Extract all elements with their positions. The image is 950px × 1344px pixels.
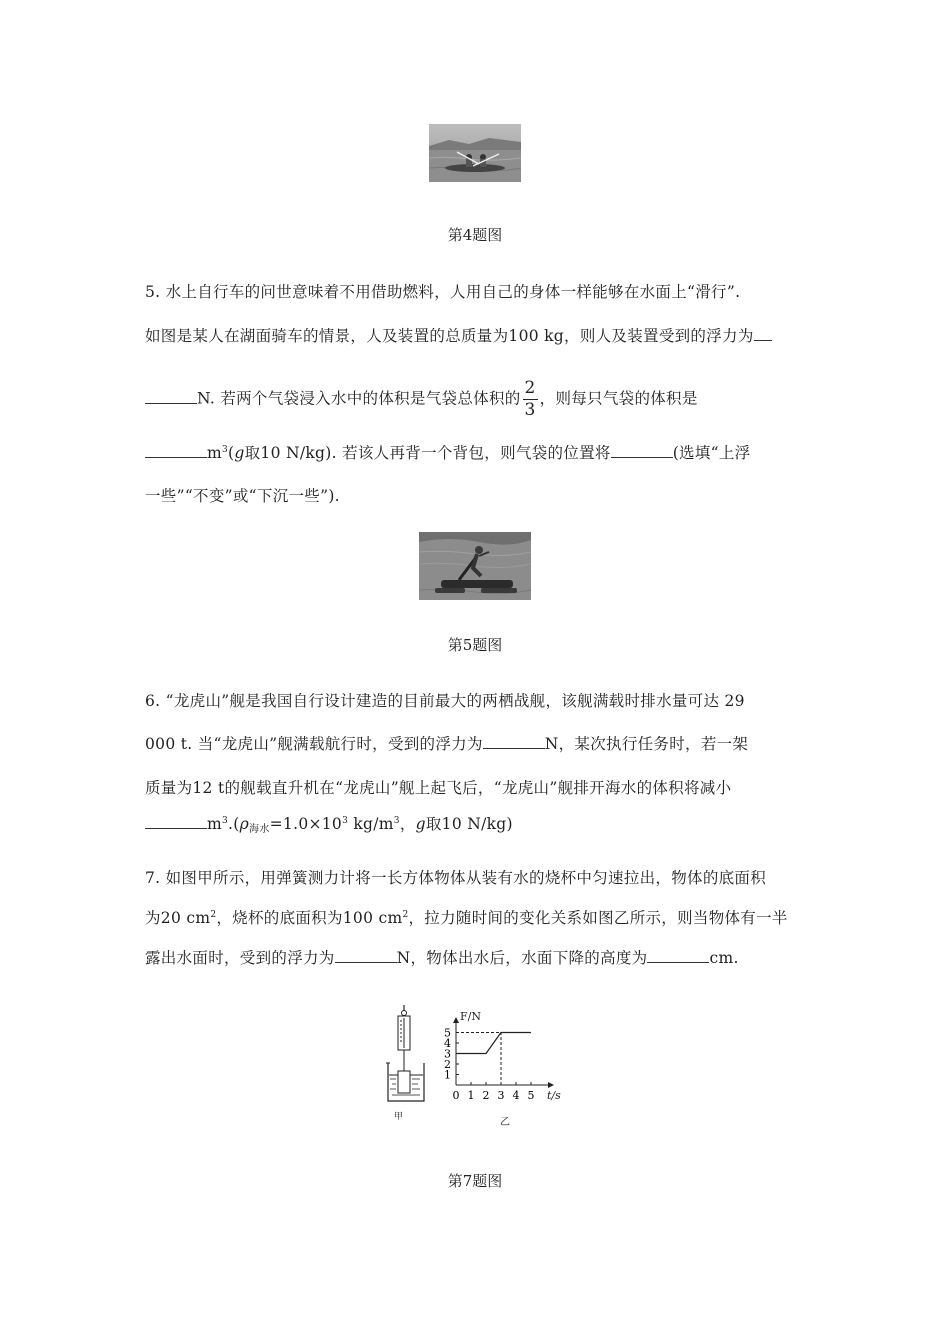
fig5-caption: 第5题图 <box>447 636 503 654</box>
x-tick-label: 2 <box>482 1089 490 1102</box>
x-tick-label: 4 <box>512 1089 520 1102</box>
q7-line3: 露出水面时，受到的浮力为 N，物体出水后，水面下降的高度为 cm. <box>145 949 739 967</box>
y-tick-label: 2 <box>444 1058 451 1071</box>
x-tick-label: 1 <box>467 1089 475 1102</box>
q5-line1: 5. 水上自行车的问世意味着不用借助燃料，人用自己的身体一样能够在水面上“滑行”. <box>145 283 741 301</box>
fig4-caption: 第4题图 <box>447 226 503 244</box>
x-tick-label: 3 <box>497 1089 505 1102</box>
q5-blank-position[interactable] <box>611 443 673 458</box>
y-tick-label: 4 <box>444 1037 451 1050</box>
q6-blank-volume[interactable] <box>145 814 207 829</box>
q6-line1: 6. “龙虎山”舰是我国自行设计建造的目前最大的两栖战舰，该舰满载时排水量可达 29 <box>145 692 745 710</box>
fig7-jia-label: 甲 <box>394 1112 404 1122</box>
q5-line2: 如图是某人在湖面骑车的情景，人及装置的总质量为100 kg，则人及装置受到的浮力为 <box>145 324 772 346</box>
q5-line3: N. 若两个气袋浸入水中的体积是气袋总体积的 $\frac{2}{3}$ ，则每只气袋的体积是 <box>145 380 698 419</box>
q7-line1: 7. 如图甲所示，用弹簧测力计将一长方体物体从装有水的烧杯中匀速拉出，物体的底面积 <box>145 869 767 887</box>
q6-line4: $m^3.(\rho$海水$=1.0\times 10^3$ $kg/m^3$，g取10 N/kg) <box>145 812 513 834</box>
q5-blank-buoyancy[interactable] <box>754 326 772 341</box>
q5-line5: 一些”“不变”或“下沉一些”). <box>145 487 340 505</box>
fig7-yi-label: 乙 <box>500 1117 510 1128</box>
x-tick-label: 0 <box>452 1089 460 1102</box>
q5-blank-volume[interactable] <box>145 443 207 458</box>
fraction-two-thirds: $\frac{2}{3}$ <box>524 378 536 420</box>
x-axis-arrow <box>548 1082 554 1088</box>
q7-blank-buoyancy[interactable] <box>335 948 397 963</box>
q7-blank-height[interactable] <box>647 948 709 963</box>
q6-line3: 质量为12 t的舰载直升机在“龙虎山”舰上起飞后，“龙虎山”舰排开海水的体积将减小 <box>145 779 732 797</box>
q7-line2: 为20 $cm^2$，烧杯的底面积为100 $cm^2$，拉力随时间的变化关系如图乙所示，则当物体有一半 <box>145 909 788 927</box>
q5-blank-buoyancy-cont[interactable] <box>145 389 197 404</box>
q6-line2: 000 t. 当“龙虎山”舰满载航行时，受到的浮力为 N，某次执行任务时，若一架 <box>145 735 749 753</box>
q6-blank-buoyancy[interactable] <box>483 734 545 749</box>
fig5-photo-water-bike <box>419 532 531 600</box>
x-tick-label: 5 <box>527 1089 535 1102</box>
y-tick-label: 1 <box>444 1068 451 1082</box>
y-axis-arrow <box>453 1017 459 1023</box>
fig4-photo-kayak <box>429 124 521 182</box>
y-tick-label: 3 <box>444 1047 451 1061</box>
fig7-caption: 第7题图 <box>447 1172 503 1190</box>
y-axis-label: F/N <box>460 1010 481 1023</box>
y-tick-label: 5 <box>444 1026 451 1040</box>
q5-line4: $m^3(g$取10 N/kg). 若该人再背一个背包，则气袋的位置将 (选填“上浮 <box>145 441 750 463</box>
fig7-apparatus-diagram <box>384 1005 436 1123</box>
x-axis-label: t/s <box>547 1089 561 1102</box>
force-series-line <box>456 1033 531 1054</box>
fig7-force-time-graph <box>440 1010 570 1130</box>
